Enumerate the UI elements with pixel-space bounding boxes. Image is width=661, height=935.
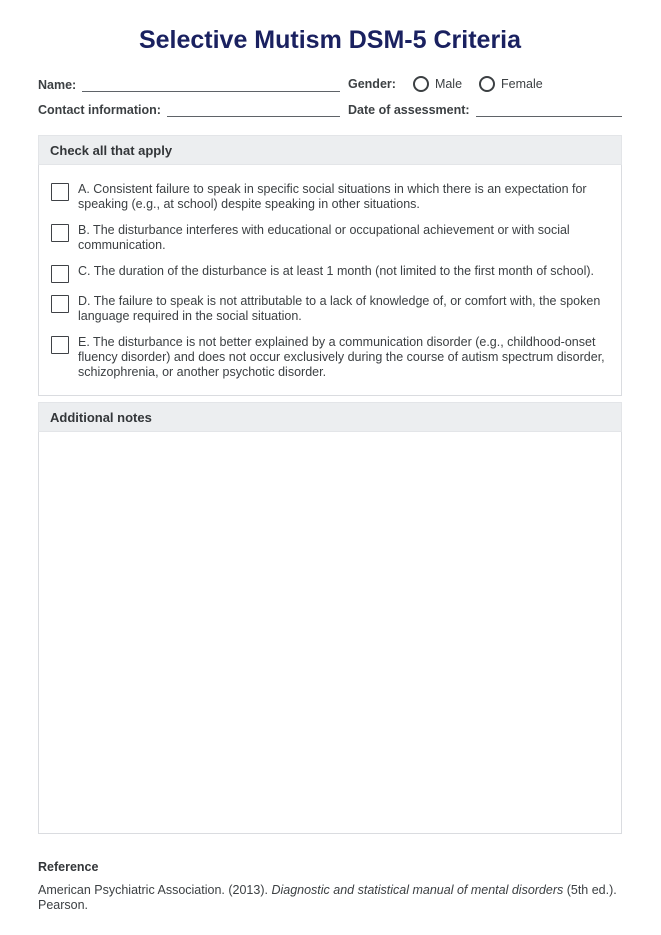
- female-radio-icon[interactable]: [479, 76, 495, 92]
- name-label: Name:: [38, 77, 77, 92]
- contact-field: [38, 103, 340, 117]
- criterion-b-checkbox[interactable]: [51, 224, 69, 242]
- page-title: Selective Mutism DSM-5 Criteria: [138, 26, 522, 54]
- criterion-item-c: [51, 264, 607, 283]
- criterion-e-label: E. The disturbance is not better explained by a communication disorder (e.g., childhood-onset fluency disorder) and does not occur exclusively during the course of autism spectrum disorder, schizophrenia, or another psychotic disorder.: [78, 334, 605, 379]
- checklist-section-header: Check all that apply: [38, 135, 622, 165]
- contact-label: Contact information:: [38, 102, 161, 117]
- criterion-c-label: C. The duration of the disturbance is at least 1 month (not limited to the first month of school).: [78, 263, 595, 278]
- reference-citation: [38, 883, 622, 914]
- date-input-line[interactable]: [476, 103, 622, 117]
- criterion-d-checkbox[interactable]: [51, 295, 69, 313]
- gender-label: Gender:: [348, 76, 396, 91]
- form-row-name-gender: [38, 76, 622, 92]
- criterion-b-label: B. The disturbance interferes with educational or occupational achievement or with social communication.: [78, 222, 570, 252]
- citation-book-title: Diagnostic and statistical manual of mental disorders: [271, 882, 564, 897]
- criterion-item-e: [51, 335, 607, 380]
- male-radio-icon[interactable]: [413, 76, 429, 92]
- criterion-d-label: D. The failure to speak is not attributable to a lack of knowledge of, or comfort with, the spoken language required in the social situation.: [78, 293, 601, 323]
- form-row-contact-date: [38, 103, 622, 117]
- gender-male-option[interactable]: [413, 76, 462, 92]
- date-field: [348, 103, 622, 117]
- criterion-a-label: A. Consistent failure to speak in specific social situations in which there is an expectation for speaking (e.g., at school) despite speaking in other situations.: [78, 181, 587, 211]
- name-field: [38, 78, 340, 92]
- name-input-line[interactable]: [82, 78, 340, 92]
- date-label: Date of assessment:: [348, 102, 470, 117]
- criterion-item-b: [51, 223, 607, 253]
- criterion-e-checkbox[interactable]: [51, 336, 69, 354]
- male-radio-label: Male: [434, 76, 463, 91]
- criterion-item-a: [51, 182, 607, 212]
- reference-header: Reference: [38, 859, 99, 874]
- notes-section-header: Additional notes: [38, 402, 622, 432]
- gender-field: [348, 76, 622, 92]
- female-radio-label: Female: [501, 76, 543, 91]
- citation-suffix: (5th ed.). Pearson.: [38, 882, 617, 912]
- checklist-section-body: [38, 165, 622, 396]
- criterion-item-d: [51, 294, 607, 324]
- criterion-a-checkbox[interactable]: [51, 183, 69, 201]
- gender-female-option[interactable]: [479, 76, 543, 92]
- contact-input-line[interactable]: [167, 103, 340, 117]
- criterion-c-checkbox[interactable]: [51, 265, 69, 283]
- citation-prefix: American Psychiatric Association. (2013).: [38, 882, 272, 897]
- notes-input-area[interactable]: [38, 432, 622, 834]
